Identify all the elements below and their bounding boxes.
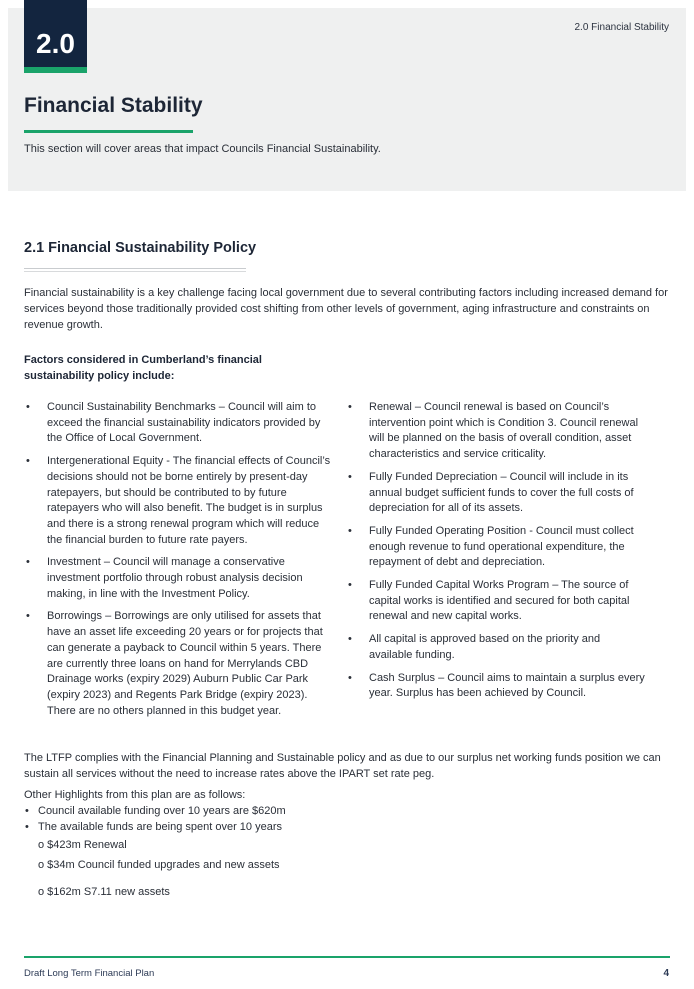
list-item: • Borrowings – Borrowings are only utilised for assets that have an asset life exceeding 20 years or for projects that can generate a payback to Council within 5 years. There are currently three loans on hand for Merrylands CBD Drainage works (expiry 2029) Auburn Public Car Park (expiry 2023) and Regents Park Bridge (expiry 2023). There are no others planned in this budget year. (26, 610, 323, 717)
list-item: • Renewal – Council renewal is based on Council’s intervention point which is Condition 3. Council renewal will be planned on the basis of overall condition, asset characteristics and service criticality. (348, 401, 639, 461)
bullet-icon: • (348, 633, 352, 646)
bullet-icon: • (25, 805, 29, 817)
bullet-icon: • (26, 610, 30, 623)
list-item: • The available funds are being spent over 10 years (25, 821, 282, 833)
paragraph-ltfp: The LTFP complies with the Financial Planning and Sustainable policy and as due to our surplus net working funds position we can sustain all services without the need to increase rates above the IPART set rate peg. (24, 752, 661, 780)
bullet-icon: • (26, 556, 30, 569)
bullet-icon: • (26, 455, 30, 468)
section-heading: 2.1 Financial Sustainability Policy (24, 240, 257, 256)
list-item: • Fully Funded Operating Position - Council must collect enough revenue to fund operational expenditure, the repayment of debt and depreciation. (348, 524, 634, 569)
list-item: • Investment – Council will manage a conservative investment portfolio through robust analysis decision making, in line with the Investment Policy. (26, 556, 303, 600)
list-item: • Council available funding over 10 years are $620m (25, 805, 286, 817)
highlights-list (24, 803, 286, 835)
list-item: • Council Sustainability Benchmarks – Council will aim to exceed the financial sustainability indicators provided by the Office of Local Government. (26, 401, 321, 445)
list-item: • Intergenerational Equity - The financial effects of Council’s decisions should not be borne entirely by present-day ratepayers, but should be contributed to by future ratepayers who will also benefit. The budget is in surplus and there is a strong renewal program which will reduce the financial burden to future rate payers. (26, 455, 331, 546)
running-head: 2.0 Financial Stability (574, 22, 669, 33)
list-item: • All capital is approved based on the priority and available funding. (348, 633, 601, 661)
factors-heading: Factors considered in Cumberland’s financial sustainability policy include: (24, 354, 262, 382)
other-highlights-label: Other Highlights from this plan are as follows: (24, 789, 246, 801)
bullet-icon: • (348, 579, 352, 592)
title-underline (24, 130, 193, 133)
badge-accent-bar (24, 67, 87, 73)
intro-text: This section will cover areas that impact Councils Financial Sustainability. (24, 143, 381, 155)
bullet-icon: • (348, 470, 352, 483)
right-bullet-list (346, 400, 646, 709)
bullet-icon: • (348, 524, 352, 537)
sub-item-s711: o $162m S7.11 new assets (38, 886, 170, 898)
bullet-icon: • (348, 671, 352, 684)
bullet-icon: • (26, 401, 30, 413)
list-item: • Fully Funded Capital Works Program – The source of capital works is identified and secured for both capital renewal and new capital works. (348, 579, 630, 623)
footer-divider (24, 956, 670, 958)
left-bullet-list (24, 400, 334, 726)
sub-item-renewal: o $423m Renewal (38, 839, 127, 851)
footer-document-title: Draft Long Term Financial Plan (24, 968, 155, 979)
page-title: Financial Stability (24, 94, 203, 117)
paragraph-intro: Financial sustainability is a key challenge facing local government due to several contributing factors including increased demand for services beyond those traditionally provided cost shifting from other levels of government, aging infrastructure and constraints on revenue growth. (24, 287, 668, 331)
list-item: • Fully Funded Depreciation – Council will include in its annual budget sufficient funds to cover the full costs of depreciation for all of its assets. (348, 470, 634, 515)
heading-divider (24, 268, 246, 269)
list-item: • Cash Surplus – Council aims to maintain a surplus every year. Surplus has been achieved by Council. (348, 671, 645, 700)
page-number: 4 (663, 968, 669, 979)
heading-divider-secondary (24, 271, 246, 272)
bullet-icon: • (25, 821, 29, 833)
bullet-icon: • (348, 401, 352, 413)
section-number-badge: 2.0 (24, 0, 87, 67)
sub-item-upgrades: o $34m Council funded upgrades and new assets (38, 859, 280, 871)
